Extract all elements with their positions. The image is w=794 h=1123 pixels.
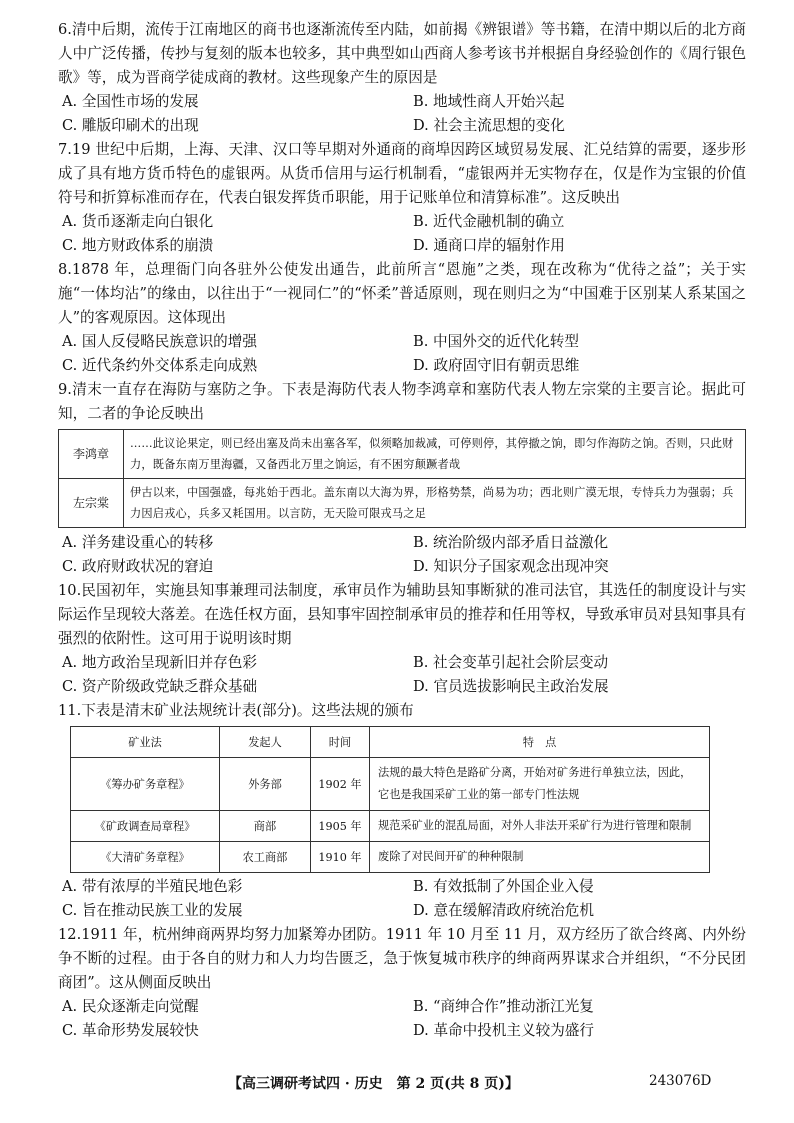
option-d: D. 政府固守旧有朝贡思维 (413, 357, 580, 374)
table-cell-quote: 伊古以来，中国强盛，每兆始于西北。盖东南以大海为界，形格势禁，尚易为功；西北则广漠无垠，专恃兵力为强弱；兵力因启戎心，兵多又耗国用。以言防，无天险可限戎马之足 (124, 479, 746, 528)
footer-title: 【高三调研考试四 · 历史 第 2 页(共 8 页)】 (228, 1076, 519, 1092)
table-header-cell: 特 点 (370, 727, 710, 758)
question-stem: 9.清末一直存在海防与塞防之争。下表是海防代表人物李鸿章和塞防代表人物左宗棠的主要言论。据此可知，二者的争论反映出 (58, 381, 746, 422)
option-b: B. 地域性商人开始兴起 (413, 93, 565, 110)
table-header-cell: 发起人 (220, 727, 311, 758)
option-d: D. 意在缓解清政府统治危机 (413, 902, 594, 919)
table-cell: 1905 年 (311, 811, 370, 842)
answer-options (58, 875, 746, 923)
question-12 (58, 923, 746, 1043)
option-a: A. 洋务建设重心的转移 (62, 534, 214, 551)
option-b: B. “商绅合作”推动浙江光复 (413, 998, 594, 1015)
table-row (71, 842, 710, 873)
answer-options (58, 210, 746, 258)
option-a: A. 货币逐渐走向白银化 (62, 213, 214, 230)
table-cell: 外务部 (220, 758, 311, 811)
table-cell-quote: ……此议论果定，则已经出塞及尚未出塞各军，似须略加裁减，可停则停，其停撤之饷，即匀作海防之饷。否则，只此财力，既备东南万里海疆，又备西北万里之饷运，有不困穷颠蹶者哉 (124, 430, 746, 479)
option-b: B. 社会变革引起社会阶层变动 (413, 654, 609, 671)
table-cell: 废除了对民间开矿的种种限制 (370, 842, 710, 873)
table-cell-person: 李鸿章 (59, 430, 124, 479)
table-cell: 《矿政调查局章程》 (71, 811, 220, 842)
answer-options (58, 90, 746, 138)
option-c: C. 地方财政体系的崩溃 (62, 237, 214, 254)
question-6 (58, 18, 746, 138)
mining-law-table (70, 726, 710, 873)
option-d: D. 官员选拔影响民主政治发展 (413, 678, 609, 695)
table-cell-person: 左宗棠 (59, 479, 124, 528)
question-stem: 7.19 世纪中后期，上海、天津、汉口等早期对外通商的商埠因跨区域贸易发展、汇兑结算的需要，逐步形成了具有地方货币特色的虚银两。从货币信用与运行机制看，“虚银两并无实物存在，仅是作为宝银的价值符号和折算标准而存在，代表白银发挥货币职能，用于记账单位和清算标准”。这反映出 (58, 141, 746, 206)
option-c: C. 雕版印刷术的出现 (62, 117, 199, 134)
table-row (71, 758, 710, 811)
table-header-row (71, 727, 710, 758)
paper-code: 243076D (649, 1073, 712, 1089)
table-cell: 《筹办矿务章程》 (71, 758, 220, 811)
option-a: A. 全国性市场的发展 (62, 93, 199, 110)
option-a: A. 带有浓厚的半殖民地色彩 (62, 878, 243, 895)
question-8 (58, 258, 746, 378)
table-cell: 农工商部 (220, 842, 311, 873)
question-stem: 12.1911 年，杭州绅商两界均努力加紧筹办团防。1911 年 10 月至 11 月，双方经历了欲合终离、内外纷争不断的过程。由于各自的财力和人力均告匮乏，急于恢复城市秩序的绅商两界谋求合并组织，“不分民团商团”。这从侧面反映出 (58, 926, 746, 991)
question-11 (58, 699, 746, 923)
question-10 (58, 579, 746, 699)
option-b: B. 中国外交的近代化转型 (413, 333, 579, 350)
page-footer (0, 1073, 794, 1097)
table-header-cell: 时间 (311, 727, 370, 758)
table-cell: 法规的最大特色是路矿分离，开始对矿务进行单独立法，因此，它也是我国采矿工业的第一部专门性法规 (370, 758, 710, 811)
answer-options (58, 330, 746, 378)
option-a: A. 民众逐渐走向觉醒 (62, 998, 199, 1015)
question-9 (58, 378, 746, 579)
table-row (59, 479, 746, 528)
table-header-cell: 矿业法 (71, 727, 220, 758)
table-cell: 1910 年 (311, 842, 370, 873)
question-stem: 6.清中后期，流传于江南地区的商书也逐渐流传至内陆，如前揭《辨银谱》等书籍，在清中期以后的北方商人中广泛传播，传抄与复刻的版本也较多，其中典型如山西商人参考该书并根据自身经验创作的《周行银色歌》等，成为晋商学徒成商的教材。这些现象产生的原因是 (58, 21, 746, 86)
table-cell: 规范采矿业的混乱局面，对外人非法开采矿行为进行管理和限制 (370, 811, 710, 842)
question-stem: 10.民国初年，实施县知事兼理司法制度，承审员作为辅助县知事断狱的准司法官，其选任的制度设计与实际运作呈现较大落差。在选任权方面，县知事牢固控制承审员的推荐和任用等权，导致承审员对县知事具有强烈的依附性。这可用于说明该时期 (58, 582, 746, 647)
table-cell: 《大清矿务章程》 (71, 842, 220, 873)
answer-options (58, 531, 746, 579)
question-stem: 8.1878 年，总理衙门向各驻外公使发出通告，此前所言“恩施”之类，现在改称为“优待之益”；关于实施“一体均沾”的缘由，以往出于“一视同仁”的“怀柔”普适原则，现在则归之为“中国难于区别某人系某国之人”的客观原因。这体现出 (58, 261, 746, 326)
option-c: C. 近代条约外交体系走向成熟 (62, 357, 258, 374)
option-b: B. 近代金融机制的确立 (413, 213, 565, 230)
answer-options (58, 651, 746, 699)
question-7 (58, 138, 746, 258)
option-d: D. 通商口岸的辐射作用 (413, 237, 565, 254)
option-c: C. 政府财政状况的窘迫 (62, 558, 214, 575)
option-a: A. 地方政治呈现新旧并存色彩 (62, 654, 257, 671)
table-row (71, 811, 710, 842)
exam-page (58, 18, 746, 1043)
option-d: D. 革命中投机主义较为盛行 (413, 1022, 594, 1039)
option-d: D. 社会主流思想的变化 (413, 117, 565, 134)
option-c: C. 革命形势发展较快 (62, 1022, 199, 1039)
option-d: D. 知识分子国家观念出现冲突 (413, 558, 609, 575)
table-row (59, 430, 746, 479)
option-c: C. 资产阶级政党缺乏群众基础 (62, 678, 258, 695)
option-b: B. 有效抵制了外国企业入侵 (413, 878, 594, 895)
option-b: B. 统治阶级内部矛盾日益激化 (413, 534, 609, 551)
table-cell: 商部 (220, 811, 311, 842)
option-a: A. 国人反侵略民族意识的增强 (62, 333, 257, 350)
option-c: C. 旨在推动民族工业的发展 (62, 902, 243, 919)
question-stem: 11.下表是清末矿业法规统计表(部分)。这些法规的颁布 (58, 702, 414, 719)
table-cell: 1902 年 (311, 758, 370, 811)
quotes-table (58, 429, 746, 528)
answer-options (58, 995, 746, 1043)
